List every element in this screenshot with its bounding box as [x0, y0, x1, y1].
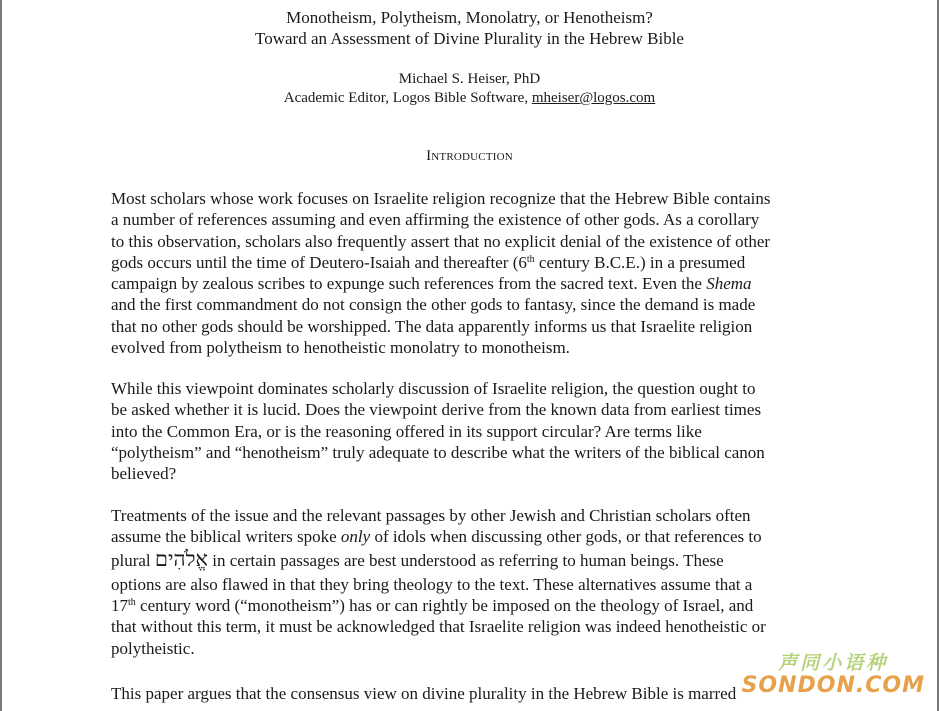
line-text: century word (“monotheism”) has or can rightly be imposed on the theology of Israel, and	[135, 596, 754, 616]
line-text: in certain passages are best understood as referring to human beings. These	[208, 550, 724, 570]
line-text: 17	[111, 596, 128, 616]
paragraph-line	[111, 273, 831, 294]
site-watermark	[742, 648, 925, 697]
affiliation-text: Academic Editor, Logos Bible Software,	[283, 90, 532, 106]
paragraph-line: be asked whether it is lucid. Does the viewpoint derive from the known data from earliest times	[111, 400, 762, 420]
paragraph-line: This paper argues that the consensus view on divine plurality in the Hebrew Bible is marred	[111, 684, 737, 703]
ordinal-superscript: th	[526, 253, 535, 265]
paragraph-line: Treatments of the issue and the relevant passages by other Jewish and Christian scholars often	[111, 506, 751, 525]
watermark-chinese: 声同小语种	[778, 652, 889, 674]
paragraph-line: and the first commandment do not consign the other gods to fantasy, since the demand is made	[111, 295, 756, 315]
line-text: century B.C.E.) in a presumed	[534, 252, 746, 272]
line-text: campaign by zealous scribes to expunge such references from the sacred text. Even the	[111, 274, 707, 294]
paragraph-line: that without this term, it must be acknowledged that Israelite religion was indeed henotheistic or	[111, 617, 766, 637]
paragraph-2	[111, 378, 831, 484]
paragraph-line: believed?	[111, 464, 177, 484]
italic-term: only	[340, 527, 371, 547]
hebrew-word-elohim: אֱלֹהִים	[154, 546, 209, 571]
paragraph-line: polytheistic.	[111, 638, 195, 658]
author-name: Michael S. Heiser, PhD	[398, 71, 541, 87]
italic-term: Shema	[706, 274, 752, 294]
paragraph-line	[111, 252, 831, 273]
author-affiliation	[0, 89, 939, 107]
line-text: plural	[111, 550, 155, 570]
paper-title-line-1: Monotheism, Polytheism, Monolatry, or Henotheism?	[286, 8, 653, 27]
paragraph-line: Most scholars whose work focuses on Israelite religion recognize that the Hebrew Bible contains	[111, 189, 771, 208]
watermark-english: SONDON.COM	[741, 673, 925, 698]
paragraph-line: that no other gods should be worshipped. The data apparently informs us that Israelite religion	[111, 316, 753, 336]
paragraph-3	[111, 505, 831, 659]
paragraph-line	[111, 595, 831, 616]
paragraph-1	[111, 188, 831, 358]
line-text: of idols when discussing other gods, or that references to	[370, 527, 762, 547]
ordinal-superscript: th	[128, 597, 136, 609]
paragraph-line	[111, 546, 831, 571]
author-email-link[interactable]: mheiser@logos.com	[531, 90, 656, 106]
paragraph-line: into the Common Era, or is the reasoning offered in its support circular? Are terms like	[111, 421, 702, 441]
paragraph-line: evolved from polytheism to henotheistic monolatry to monotheism.	[111, 338, 570, 358]
paragraph-line: a number of references assuming and even affirming the existence of other gods. As a corollary	[111, 210, 760, 230]
section-heading-introduction: Introduction	[426, 148, 513, 164]
line-text: gods occurs until the time of Deutero-Isaiah and thereafter (6	[111, 252, 527, 272]
paragraph-line: options are also flawed in that they bring theology to the text. These alternatives assume that a	[111, 574, 753, 594]
paper-title-line-2: Toward an Assessment of Divine Plurality in the Hebrew Bible	[255, 29, 684, 48]
paragraph-line: While this viewpoint dominates scholarly discussion of Israelite religion, the question ought to	[111, 379, 756, 398]
line-text: assume the biblical writers spoke	[111, 527, 341, 547]
paragraph-4	[111, 683, 831, 704]
paragraph-line: “polytheism” and “henotheism” truly adequate to describe what the writers of the biblical canon	[111, 442, 765, 462]
paragraph-line	[111, 526, 831, 547]
paragraph-line: to this observation, scholars also frequently assert that no explicit denial of the existence of other	[111, 231, 771, 251]
